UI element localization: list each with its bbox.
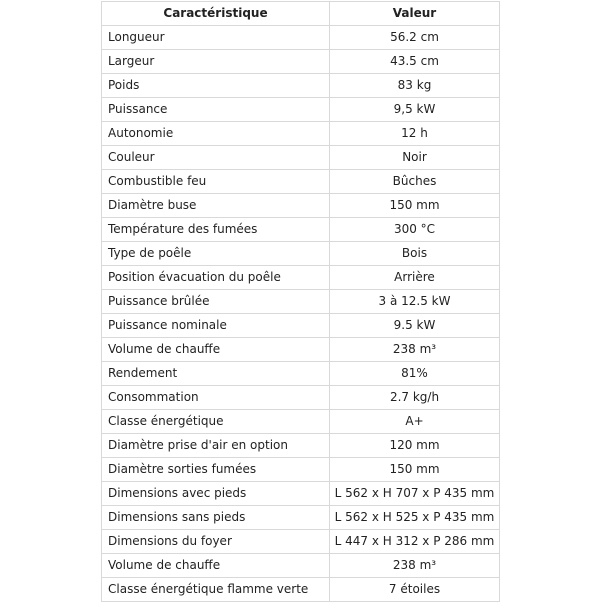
row-label: Type de poêle	[102, 242, 330, 266]
table-row	[102, 458, 500, 482]
row-label: Autonomie	[102, 122, 330, 146]
specifications-table-container	[101, 1, 499, 602]
table-row	[102, 434, 500, 458]
table-row	[102, 482, 500, 506]
row-value: 81%	[330, 362, 500, 386]
row-label: Rendement	[102, 362, 330, 386]
row-value: 300 °C	[330, 218, 500, 242]
table-row	[102, 506, 500, 530]
table-row	[102, 578, 500, 602]
row-value: L 562 x H 707 x P 435 mm	[330, 482, 500, 506]
row-label: Volume de chauffe	[102, 554, 330, 578]
row-label: Classe énergétique	[102, 410, 330, 434]
row-value: Noir	[330, 146, 500, 170]
row-label: Dimensions du foyer	[102, 530, 330, 554]
row-value: A+	[330, 410, 500, 434]
row-label: Température des fumées	[102, 218, 330, 242]
row-label: Puissance	[102, 98, 330, 122]
row-value: 56.2 cm	[330, 26, 500, 50]
table-body	[102, 26, 500, 602]
table-row	[102, 26, 500, 50]
row-label: Couleur	[102, 146, 330, 170]
row-label: Puissance brûlée	[102, 290, 330, 314]
table-row	[102, 146, 500, 170]
row-value: 120 mm	[330, 434, 500, 458]
table-row	[102, 74, 500, 98]
table-row	[102, 554, 500, 578]
table-row	[102, 266, 500, 290]
row-value: 7 étoiles	[330, 578, 500, 602]
row-value: L 562 x H 525 x P 435 mm	[330, 506, 500, 530]
header-characteristic: Caractéristique	[102, 2, 330, 26]
row-value: Arrière	[330, 266, 500, 290]
row-value: 9,5 kW	[330, 98, 500, 122]
table-row	[102, 530, 500, 554]
row-label: Poids	[102, 74, 330, 98]
table-row	[102, 122, 500, 146]
row-value: 43.5 cm	[330, 50, 500, 74]
table-row	[102, 218, 500, 242]
row-label: Dimensions sans pieds	[102, 506, 330, 530]
row-label: Diamètre prise d'air en option	[102, 434, 330, 458]
row-label: Position évacuation du poêle	[102, 266, 330, 290]
row-value: 3 à 12.5 kW	[330, 290, 500, 314]
row-label: Consommation	[102, 386, 330, 410]
row-value: 9.5 kW	[330, 314, 500, 338]
row-value: 150 mm	[330, 458, 500, 482]
row-label: Dimensions avec pieds	[102, 482, 330, 506]
row-value: 238 m³	[330, 338, 500, 362]
row-value: Bois	[330, 242, 500, 266]
table-row	[102, 386, 500, 410]
row-label: Combustible feu	[102, 170, 330, 194]
table-row	[102, 362, 500, 386]
row-label: Puissance nominale	[102, 314, 330, 338]
row-label: Diamètre sorties fumées	[102, 458, 330, 482]
row-value: 83 kg	[330, 74, 500, 98]
specifications-table	[101, 1, 500, 602]
header-value: Valeur	[330, 2, 500, 26]
row-value: 238 m³	[330, 554, 500, 578]
table-row	[102, 290, 500, 314]
table-header-row	[102, 2, 500, 26]
row-label: Volume de chauffe	[102, 338, 330, 362]
table-row	[102, 50, 500, 74]
table-row	[102, 410, 500, 434]
table-row	[102, 242, 500, 266]
table-row	[102, 98, 500, 122]
table-row	[102, 194, 500, 218]
row-value: 12 h	[330, 122, 500, 146]
table-row	[102, 314, 500, 338]
row-value: 2.7 kg/h	[330, 386, 500, 410]
table-row	[102, 170, 500, 194]
row-label: Longueur	[102, 26, 330, 50]
row-label: Diamètre buse	[102, 194, 330, 218]
row-label: Largeur	[102, 50, 330, 74]
row-label: Classe énergétique flamme verte	[102, 578, 330, 602]
table-row	[102, 338, 500, 362]
row-value: L 447 x H 312 x P 286 mm	[330, 530, 500, 554]
row-value: 150 mm	[330, 194, 500, 218]
row-value: Bûches	[330, 170, 500, 194]
